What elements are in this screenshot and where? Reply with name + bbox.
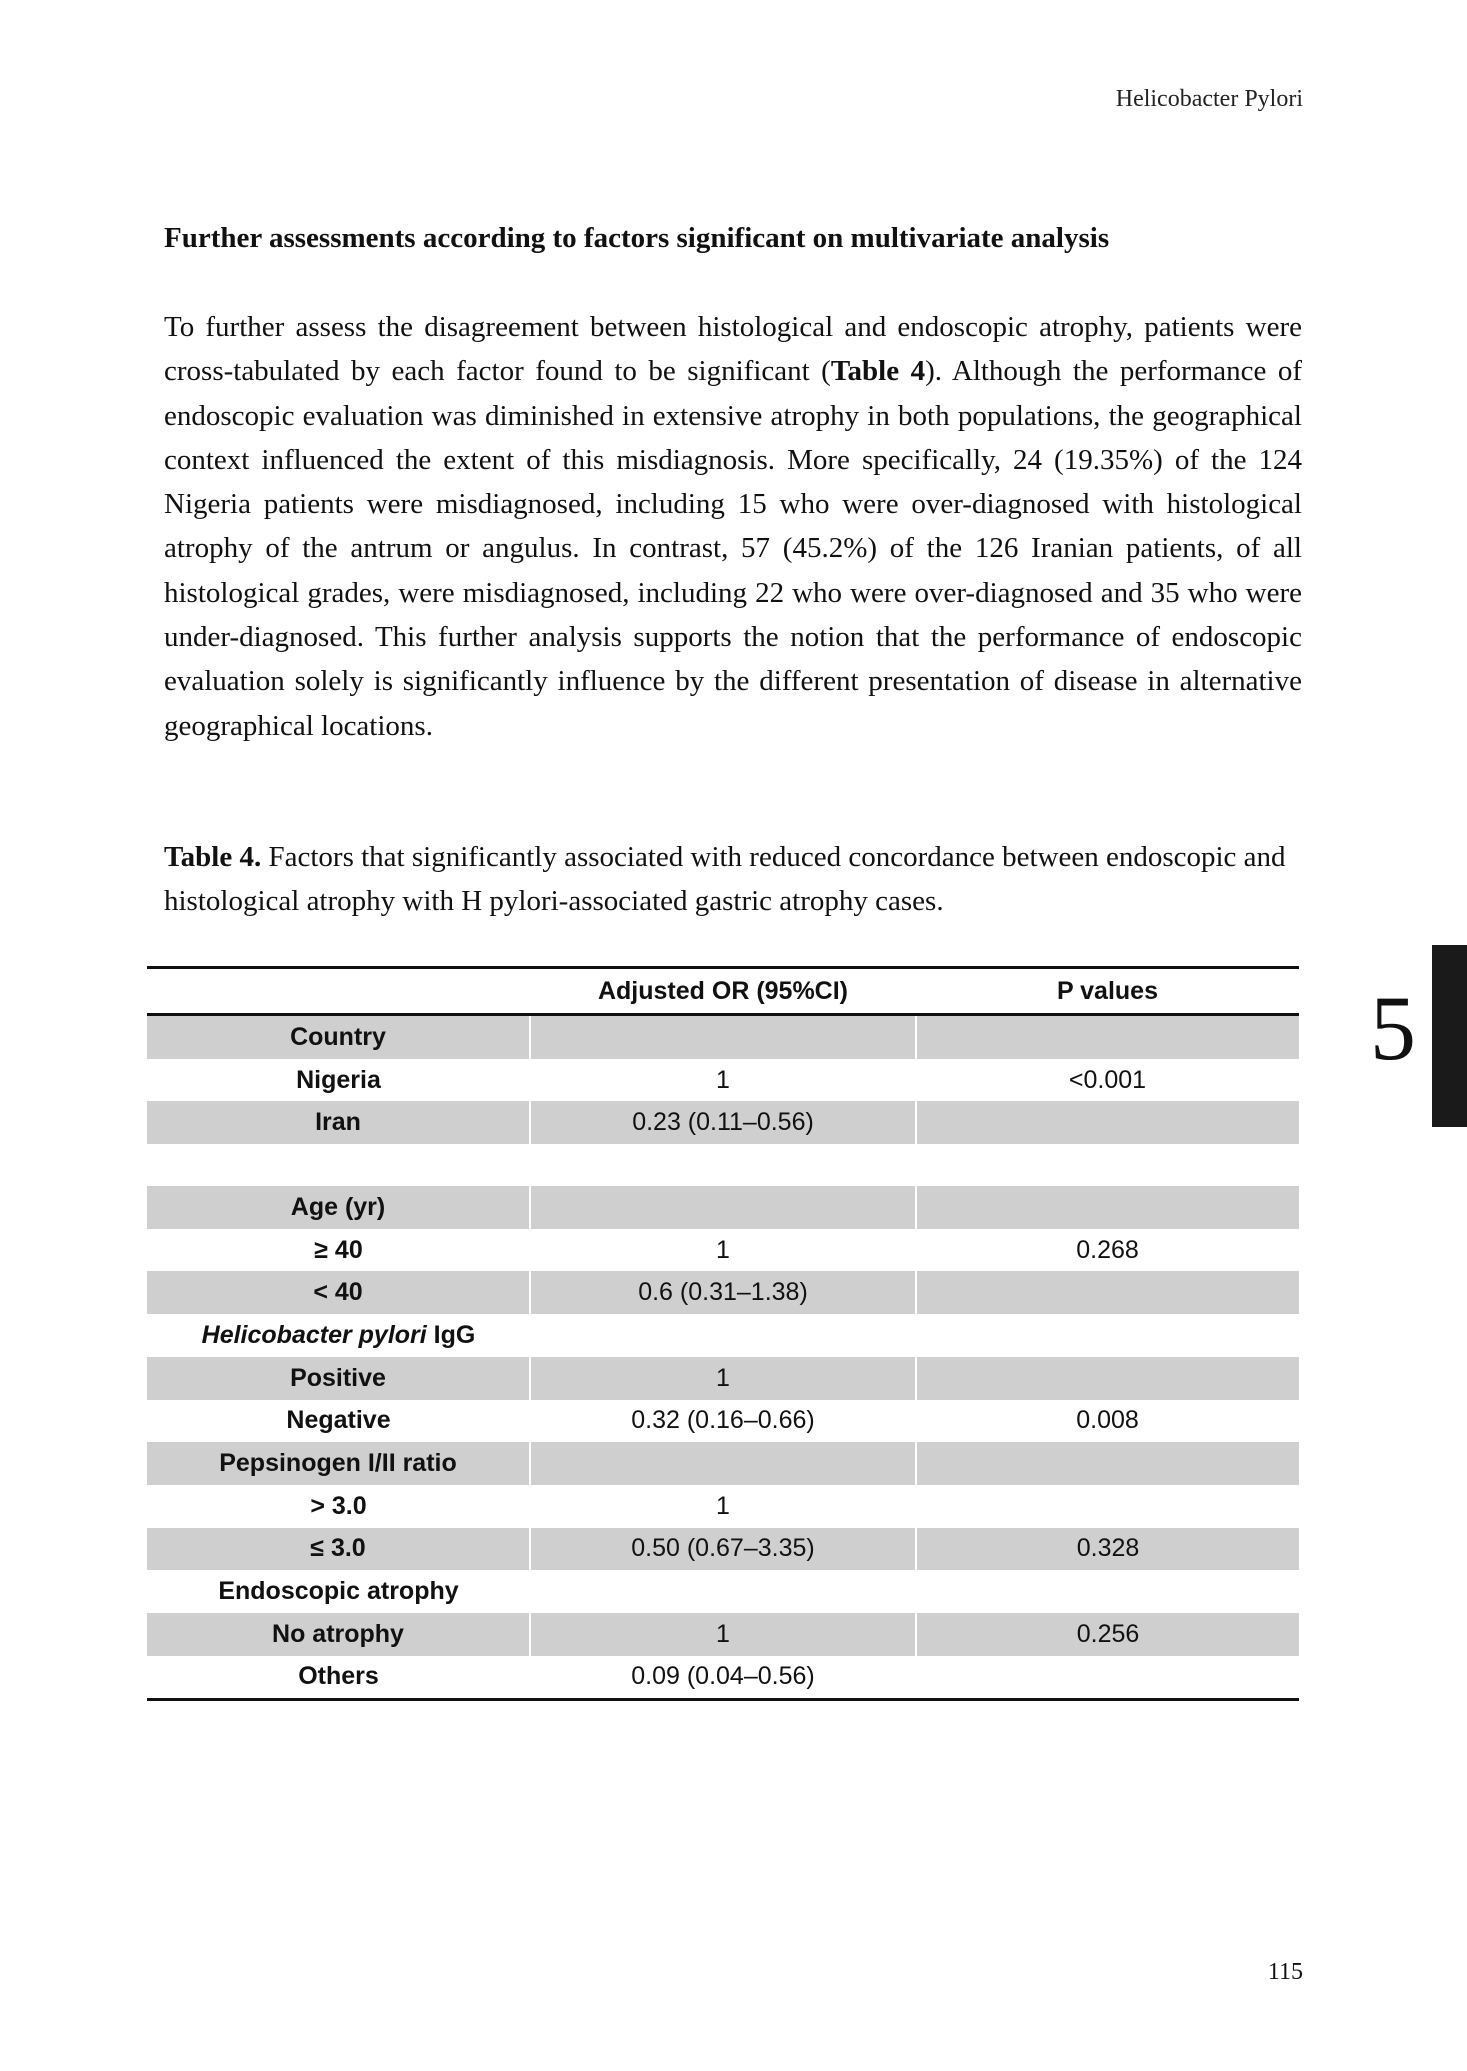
or-cell: 1 <box>530 1357 916 1400</box>
body-paragraph <box>164 305 1302 748</box>
factor-cell: Pepsinogen I/II ratio <box>147 1442 530 1485</box>
factor-cell: No atrophy <box>147 1613 530 1656</box>
factor-cell: Iran <box>147 1101 530 1144</box>
or-cell: 1 <box>716 1235 730 1264</box>
table-header-row <box>147 968 1299 1015</box>
chapter-number: 5 <box>1370 977 1416 1079</box>
or-cell: 0.6 (0.31–1.38) <box>530 1271 916 1314</box>
table-row <box>147 1485 1299 1528</box>
p-cell <box>916 1656 1299 1700</box>
p-cell <box>916 1357 1299 1400</box>
p-cell <box>916 1186 1299 1229</box>
factor-suffix-text: IgG <box>426 1320 476 1349</box>
table-row <box>147 1015 1299 1059</box>
header-factor <box>147 968 530 1015</box>
p-cell <box>916 1271 1299 1314</box>
table-row <box>147 1271 1299 1314</box>
p-cell: 0.268 <box>1076 1235 1139 1264</box>
or-cell: 0.50 (0.67–3.35) <box>530 1528 916 1571</box>
table-spacer-row <box>147 1144 1299 1186</box>
table-row <box>147 1656 1299 1700</box>
or-cell: 1 <box>716 1065 730 1094</box>
or-cell <box>530 1570 916 1613</box>
or-cell: 1 <box>716 1491 730 1520</box>
header-p-values: P values <box>916 968 1299 1015</box>
table-row <box>147 1357 1299 1400</box>
or-cell: 0.32 (0.16–0.66) <box>631 1406 815 1435</box>
p-cell <box>916 1101 1299 1144</box>
table-reference: Table 4 <box>830 355 926 388</box>
table-row <box>147 1570 1299 1613</box>
factor-cell: Country <box>147 1015 530 1059</box>
or-cell <box>530 1314 916 1357</box>
factor-italic-text: Helicobacter pylori <box>201 1320 427 1349</box>
p-cell <box>916 1015 1299 1059</box>
or-cell: 0.23 (0.11–0.56) <box>530 1101 916 1144</box>
factor-cell <box>147 1314 530 1357</box>
p-cell <box>916 1570 1299 1613</box>
p-cell: 0.328 <box>916 1528 1299 1571</box>
p-cell <box>916 1442 1299 1485</box>
table-caption-label: Table 4. <box>164 841 262 873</box>
results-table <box>147 966 1299 1701</box>
factor-cell: Positive <box>147 1357 530 1400</box>
p-cell: 0.008 <box>1076 1406 1139 1435</box>
table-row <box>147 1528 1299 1571</box>
factor-cell: ≤ 3.0 <box>147 1528 530 1571</box>
page-number: 115 <box>1267 1959 1303 1985</box>
or-cell: 1 <box>530 1613 916 1656</box>
paragraph-text-start: To further assess the disagreement between histological and endoscopic atrophy, patients were cross-tabulated by each factor found to be significant ( <box>164 311 1302 388</box>
factor-cell: ≥ 40 <box>314 1235 363 1264</box>
p-cell: <0.001 <box>1068 1065 1147 1094</box>
table-row <box>147 1613 1299 1656</box>
or-cell <box>530 1015 916 1059</box>
factor-cell: Nigeria <box>296 1065 381 1094</box>
table-row <box>147 1101 1299 1144</box>
table-row <box>147 1314 1299 1357</box>
table-caption-text: Factors that significantly associated with reduced concordance between endoscopic and histological atrophy with H pylori-associated gastric atrophy cases. <box>164 841 1286 917</box>
factor-cell: > 3.0 <box>310 1491 367 1520</box>
or-cell <box>530 1186 916 1229</box>
results-table-wrapper <box>147 966 1299 1701</box>
table-row <box>147 1442 1299 1485</box>
section-heading: Further assessments according to factors significant on multivariate analysis <box>164 222 1110 254</box>
or-cell: 0.09 (0.04–0.56) <box>631 1662 815 1691</box>
table-caption <box>164 835 1304 923</box>
factor-cell: Negative <box>286 1406 391 1435</box>
p-cell <box>916 1144 1299 1186</box>
running-head: Helicobacter Pylori <box>1115 86 1303 112</box>
factor-cell: Others <box>298 1662 379 1691</box>
or-cell <box>530 1442 916 1485</box>
factor-cell: Endoscopic atrophy <box>218 1577 459 1606</box>
p-cell: 0.256 <box>916 1613 1299 1656</box>
table-row <box>147 1186 1299 1229</box>
table-row <box>147 1059 1299 1102</box>
header-adjusted-or: Adjusted OR (95%CI) <box>530 968 916 1015</box>
p-cell <box>916 1314 1299 1357</box>
or-cell <box>530 1144 916 1186</box>
p-cell <box>916 1485 1299 1528</box>
factor-cell <box>147 1144 530 1186</box>
table-row <box>147 1229 1299 1272</box>
factor-cell: Age (yr) <box>147 1186 530 1229</box>
table-row <box>147 1400 1299 1443</box>
factor-cell: < 40 <box>147 1271 530 1314</box>
paragraph-text-end: ). Although the performance of endoscopic evaluation was diminished in extensive atrophy in both populations, the geographical context influenced the extent of this misdiagnosis. More specifically, 24 (19.35%) of the 124 Nigeria patients were misdiagnosed, including 15 who were over-diagnosed with histological atrophy of the antrum or angulus. In contrast, 57 (45.2%) of the 126 Iranian patients, of all histological grades, were misdiagnosed, including 22 who were over-diagnosed and 35 who were under-diagnosed. This further analysis supports the notion that the performance of endoscopic evaluation solely is significantly influence by the different presentation of disease in alternative geographical locations. <box>164 355 1302 742</box>
chapter-tab <box>1432 945 1467 1127</box>
